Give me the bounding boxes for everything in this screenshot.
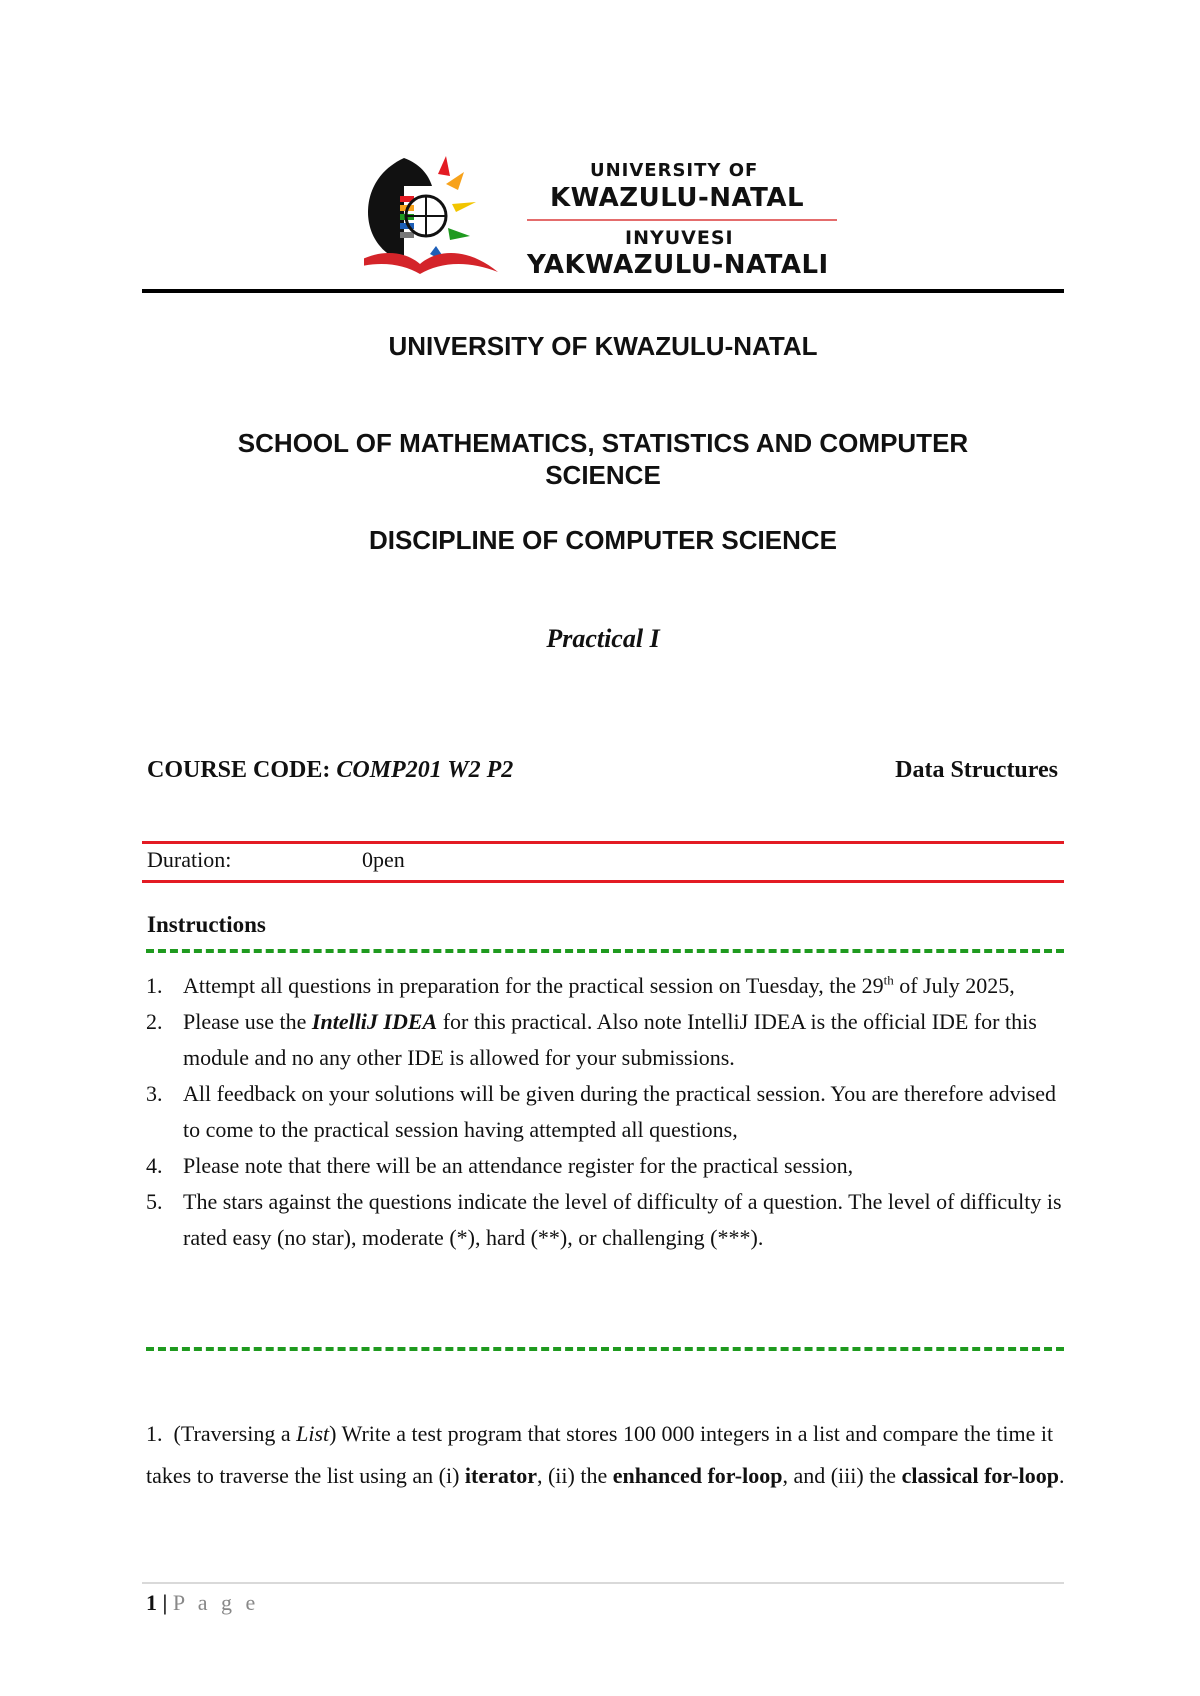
school-title-line2: SCIENCE <box>545 460 661 490</box>
logo-shield-icon <box>368 158 404 262</box>
footer-separator: | <box>157 1590 173 1615</box>
practical-title: Practical I <box>546 624 660 653</box>
instruction-text: of July 2025, <box>893 973 1015 998</box>
instruction-text: All feedback on your solutions will be given during the practical session. You are therefore advised to come to the practical session having attempted all questions, <box>183 1081 1057 1142</box>
question-1 <box>146 1413 1066 1497</box>
course-subject: Data Structures <box>895 757 1058 783</box>
instruction-item <box>146 968 1066 1004</box>
university-title: UNIVERSITY OF KWAZULU-NATAL <box>388 331 818 361</box>
course-code <box>147 757 513 784</box>
logo-divider <box>527 219 837 221</box>
duration-label: Duration: <box>147 847 232 872</box>
instruction-number: 1. <box>146 973 163 998</box>
page-footer <box>146 1590 259 1616</box>
question-term-enhanced-for-loop: enhanced for-loop <box>612 1463 783 1488</box>
question-text: (Traversing a <box>173 1421 297 1446</box>
instruction-text: Attempt all questions in preparation for the practical session on Tuesday, the 29 <box>183 973 884 998</box>
logo-rays-icon <box>430 156 476 264</box>
instructions-title: Instructions <box>147 912 266 937</box>
instruction-text: Please note that there will be an attendance register for the practical session, <box>183 1153 854 1178</box>
instructions-top-dashed-rule <box>146 949 1064 953</box>
instruction-superscript: th <box>883 972 894 988</box>
question-term-classical-for-loop: classical for-loop <box>901 1463 1060 1488</box>
question-term-iterator: iterator <box>464 1463 537 1488</box>
header-rule <box>142 289 1064 293</box>
question-text: , and (iii) the <box>782 1463 902 1488</box>
logo-line-university-of: UNIVERSITY OF <box>590 160 759 181</box>
instruction-ide-name: IntelliJ IDEA <box>311 1009 438 1034</box>
logo-line-yakwazulu-natali: YAKWAZULU-NATALI <box>527 250 829 280</box>
instruction-text: The stars against the questions indicate the level of difficulty of a question. The level of difficulty is rated easy (no star), moderate (*), hard (**), or challenging (***). <box>183 1189 1062 1250</box>
course-code-value: COMP201 W2 P2 <box>336 757 514 783</box>
footer-rule <box>142 1582 1064 1584</box>
duration-value: 0pen <box>362 847 405 872</box>
course-code-label: COURSE CODE: <box>147 757 337 783</box>
page-number: 1 <box>146 1590 157 1615</box>
logo-book-icon <box>364 253 498 274</box>
question-text: . <box>1059 1463 1065 1488</box>
question-text-italic: List <box>296 1421 330 1446</box>
duration-top-rule <box>142 841 1064 844</box>
question-number: 1. <box>146 1421 163 1446</box>
logo-globe-icon <box>400 196 446 238</box>
duration-bottom-rule <box>142 880 1064 883</box>
page-word: P a g e <box>172 1590 260 1615</box>
instruction-text: for this practical. Also note IntelliJ IDEA is the official IDE for this module and no any other IDE is allowed for your submissions. <box>183 1009 1037 1070</box>
school-title-line1: SCHOOL OF MATHEMATICS, STATISTICS AND COMPUTER <box>237 428 969 458</box>
logo-line-kwazulu-natal: KWAZULU-NATAL <box>550 183 805 213</box>
instruction-number: 4. <box>146 1153 163 1178</box>
instruction-item <box>146 1184 1066 1256</box>
discipline-title: DISCIPLINE OF COMPUTER SCIENCE <box>368 525 838 555</box>
instruction-item <box>146 1148 1066 1184</box>
instruction-number: 3. <box>146 1081 163 1106</box>
instruction-text: Please use the <box>183 1009 312 1034</box>
instruction-item <box>146 1076 1066 1148</box>
instruction-number: 5. <box>146 1189 163 1214</box>
instructions-list <box>146 968 1066 1256</box>
logo-line-inyuvesi: INYUVESI <box>625 227 734 249</box>
question-text: ) Write a test program that stores 100 000 integers in a list and compare the time it takes to traverse the list using an (i) <box>146 1421 1054 1488</box>
instruction-item <box>146 1004 1066 1076</box>
instructions-bottom-dashed-rule <box>146 1347 1064 1351</box>
instruction-number: 2. <box>146 1009 163 1034</box>
question-text: , (ii) the <box>536 1463 613 1488</box>
